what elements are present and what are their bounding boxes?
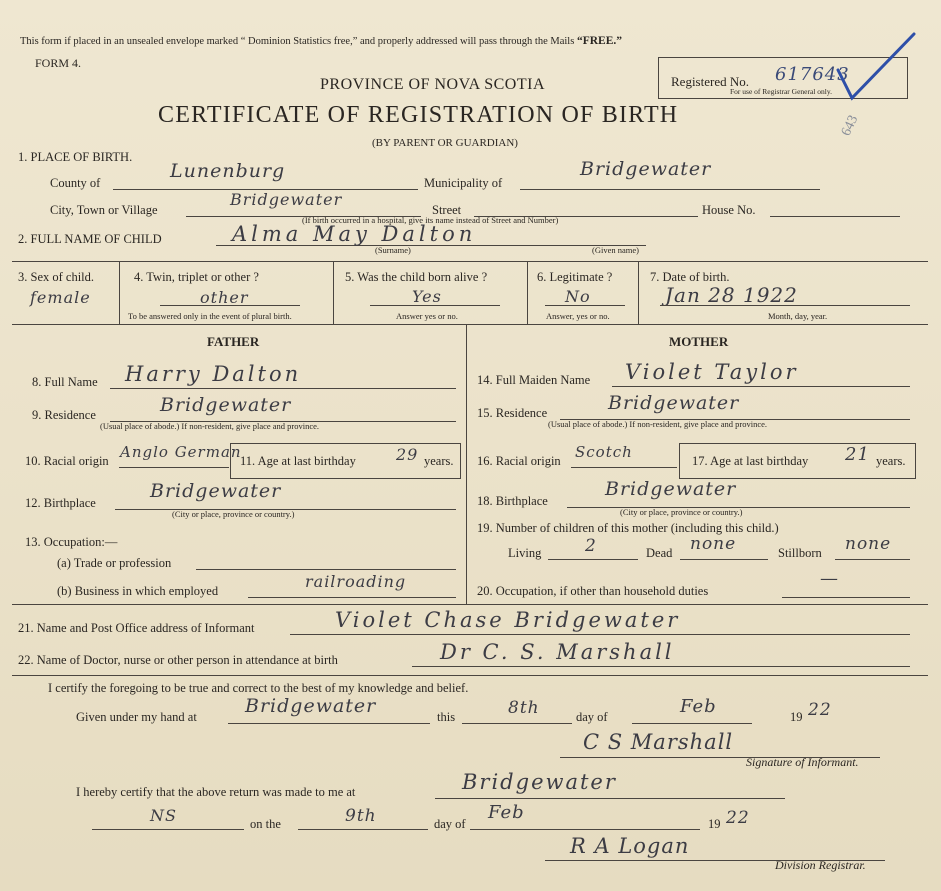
sex-label: 3. Sex of child. — [18, 270, 95, 284]
page-title: CERTIFICATE OF REGISTRATION OF BIRTH — [158, 102, 679, 128]
registered-label: Registered No. — [671, 74, 749, 89]
given-place-line — [228, 723, 430, 724]
mother-residence-note: (Usual place of abode.) If non-resident, give place and province. — [548, 419, 768, 429]
reg-day-line — [298, 829, 428, 830]
informant-signature: C S Marshall — [583, 730, 734, 754]
father-racial-value: Anglo German — [120, 443, 242, 461]
mother-occupation-value: — — [820, 568, 839, 589]
child-name-value: Alma May Dalton — [232, 222, 477, 246]
reg-day-of-label: day of — [434, 817, 466, 831]
parents-center-divider — [466, 324, 467, 604]
father-racial-line — [119, 467, 229, 468]
trade-label: (a) Trade or profession — [57, 556, 172, 570]
registrar-use-note: For use of Registrar General only. — [730, 87, 832, 96]
reg-year-prefix: 19 — [708, 817, 721, 831]
mother-age-value: 21 — [845, 444, 870, 465]
row3-divider-3 — [527, 261, 528, 324]
county-value: Lunenburg — [170, 160, 286, 182]
father-name-line — [110, 388, 456, 389]
mother-birthplace-note: (City or place, province or country.) — [620, 507, 743, 517]
row3-divider-1 — [119, 261, 120, 324]
subtitle: (BY PARENT OR GUARDIAN) — [372, 137, 518, 149]
alive-label: 5. Was the child born alive ? — [345, 270, 488, 284]
municipality-value: Bridgewater — [580, 158, 712, 180]
mother-heading: MOTHER — [669, 334, 729, 349]
business-label: (b) Business in which employed — [57, 584, 219, 598]
certification-top-border — [12, 675, 928, 676]
parents-bottom-border — [12, 604, 928, 605]
doctor-line — [412, 666, 910, 667]
date-note: Month, day, year. — [768, 311, 828, 321]
date-line — [660, 305, 910, 306]
dead-line — [680, 559, 768, 560]
mother-years-label: years. — [876, 454, 906, 468]
given-name-note: (Given name) — [592, 245, 639, 255]
mother-birthplace-value: Bridgewater — [605, 478, 737, 500]
reg-day-value: 9th — [345, 806, 377, 826]
date-of-birth-label: 7. Date of birth. — [650, 270, 730, 284]
alive-value: Yes — [412, 287, 442, 306]
trade-line — [196, 569, 456, 570]
registrar-signature: R A Logan — [570, 834, 690, 858]
father-occupation-label: 13. Occupation:— — [25, 535, 118, 549]
father-name-label: 8. Full Name — [32, 375, 98, 389]
dead-label: Dead — [646, 546, 673, 560]
reg-year-value: 22 — [726, 808, 750, 828]
father-birthplace-value: Bridgewater — [150, 480, 282, 502]
postal-notice — [20, 35, 622, 47]
father-name-value: Harry Dalton — [125, 362, 302, 386]
month-line — [632, 723, 752, 724]
informant-line — [290, 634, 910, 635]
living-line — [548, 559, 638, 560]
father-racial-label: 10. Racial origin — [25, 454, 109, 468]
father-age-label: 11. Age at last birthday — [240, 454, 356, 468]
row3-top-border — [12, 261, 928, 262]
living-value: 2 — [585, 536, 597, 556]
father-residence-label: 9. Residence — [32, 408, 96, 422]
legitimate-note: Answer, yes or no. — [546, 311, 610, 321]
mother-name-value: Violet Taylor — [625, 360, 799, 384]
father-residence-value: Bridgewater — [160, 394, 292, 416]
this-label: this — [437, 710, 456, 724]
row3-bottom-border — [12, 324, 928, 325]
twin-line — [160, 305, 300, 306]
mother-name-label: 14. Full Maiden Name — [477, 373, 591, 387]
twin-note: To be answered only in the event of plural birth. — [128, 311, 292, 321]
informant-value: Violet Chase Bridgewater — [335, 608, 681, 632]
street-label: Street — [432, 203, 462, 217]
children-count-label: 19. Number of children of this mother (including this child.) — [477, 521, 779, 535]
business-line — [248, 597, 456, 598]
initials-line — [92, 829, 244, 830]
father-age-value: 29 — [396, 445, 419, 464]
given-month-value: Feb — [680, 696, 717, 717]
return-place-value: Bridgewater — [462, 770, 617, 794]
mother-racial-label: 16. Racial origin — [477, 454, 561, 468]
mother-racial-line — [571, 467, 677, 468]
form-number: FORM 4. — [35, 56, 82, 70]
place-of-birth-label: 1. PLACE OF BIRTH. — [18, 150, 133, 164]
municipality-line — [520, 189, 820, 190]
row3-divider-4 — [638, 261, 639, 324]
row3-divider-2 — [333, 261, 334, 324]
province-initials: NS — [150, 806, 177, 825]
blue-check-mark — [830, 30, 920, 105]
postal-notice-text: This form if placed in an unsealed envelope marked “ Dominion Statistics free,” and properly addressed will pass through the Mails — [20, 36, 575, 47]
dead-value: none — [690, 534, 737, 554]
mother-birthplace-label: 18. Birthplace — [477, 494, 548, 508]
municipality-label: Municipality of — [424, 176, 503, 190]
pencil-stamp: 643 — [838, 113, 862, 139]
stillborn-value: none — [845, 534, 892, 554]
given-day-value: 8th — [508, 698, 540, 718]
mother-residence-value: Bridgewater — [608, 392, 740, 414]
mother-occupation-line — [782, 597, 910, 598]
return-made-label: I hereby certify that the above return was made to me at — [76, 785, 356, 799]
informant-label: 21. Name and Post Office address of Informant — [18, 621, 255, 635]
signature-label: Signature of Informant. — [746, 755, 859, 769]
year-prefix: 19 — [790, 710, 803, 724]
stillborn-label: Stillborn — [778, 546, 822, 560]
hospital-note: (If birth occurred in a hospital, give its name instead of Street and Number) — [302, 215, 559, 225]
twin-label: 4. Twin, triplet or other ? — [134, 270, 259, 284]
sex-value: female — [30, 288, 91, 307]
father-residence-note: (Usual place of abode.) If non-resident, give place and province. — [100, 421, 320, 431]
on-the-label: on the — [250, 817, 281, 831]
legitimate-label: 6. Legitimate ? — [537, 270, 613, 284]
legitimate-line — [545, 305, 625, 306]
legitimate-value: No — [565, 287, 591, 306]
living-label: Living — [508, 546, 542, 560]
father-birthplace-label: 12. Birthplace — [25, 496, 96, 510]
alive-note: Answer yes or no. — [396, 311, 458, 321]
reg-month-line — [470, 829, 700, 830]
reg-month-value: Feb — [488, 802, 525, 823]
date-of-birth-value: Jan 28 1922 — [665, 283, 798, 307]
return-place-line — [435, 798, 785, 799]
doctor-value: Dr C. S. Marshall — [440, 640, 675, 664]
certify-statement: I certify the foregoing to be true and correct to the best of my knowledge and belief. — [48, 681, 469, 695]
given-place-value: Bridgewater — [245, 695, 377, 717]
city-label: City, Town or Village — [50, 203, 158, 217]
mother-racial-value: Scotch — [575, 443, 633, 461]
business-value: railroading — [305, 572, 407, 591]
province-heading: PROVINCE OF NOVA SCOTIA — [320, 76, 546, 93]
house-label: House No. — [702, 203, 756, 217]
father-heading: FATHER — [207, 334, 260, 349]
free-label: “FREE.” — [576, 35, 622, 47]
surname-note: (Surname) — [375, 245, 411, 255]
county-label: County of — [50, 176, 101, 190]
alive-line — [370, 305, 500, 306]
father-birthplace-note: (City or place, province or country.) — [172, 509, 295, 519]
doctor-label: 22. Name of Doctor, nurse or other person in attendance at birth — [18, 653, 338, 667]
father-years-label: years. — [424, 454, 454, 468]
stillborn-line — [835, 559, 910, 560]
child-name-label: 2. FULL NAME OF CHILD — [18, 232, 162, 246]
registrar-label: Division Registrar. — [775, 858, 866, 872]
mother-age-label: 17. Age at last birthday — [692, 454, 809, 468]
mother-residence-label: 15. Residence — [477, 406, 548, 420]
mother-name-line — [612, 386, 910, 387]
given-year-value: 22 — [808, 700, 832, 720]
given-under-label: Given under my hand at — [76, 710, 197, 724]
registered-number: 617643 — [775, 64, 850, 85]
house-line — [770, 216, 900, 217]
mother-occupation-label: 20. Occupation, if other than household duties — [477, 584, 709, 598]
day-of-label: day of — [576, 710, 608, 724]
city-value: Bridgewater — [230, 190, 343, 209]
day-line — [462, 723, 572, 724]
twin-value: other — [200, 288, 249, 307]
